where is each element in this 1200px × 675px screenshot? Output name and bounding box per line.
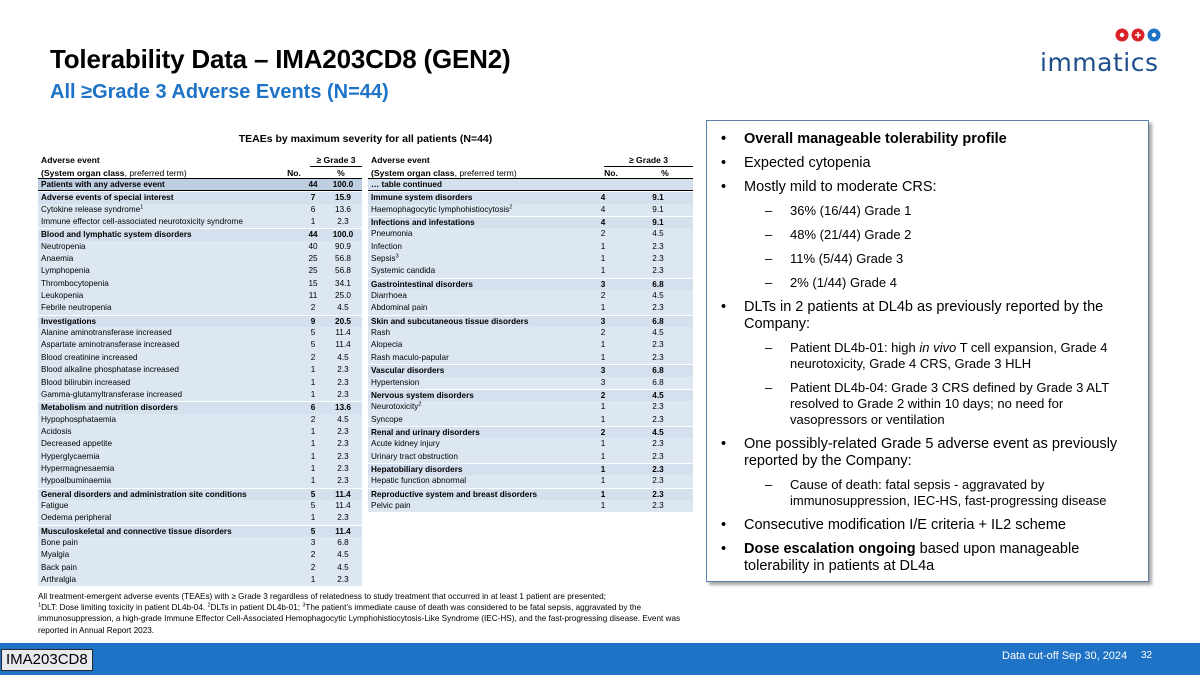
cell-event-name: Syncope <box>371 414 403 424</box>
table-header <box>38 152 362 179</box>
table-row <box>38 451 362 463</box>
cell-count: 1 <box>600 476 606 486</box>
cell-event-name: General disorders and administration site conditions <box>41 489 247 499</box>
cell-event-name: Pneumonia <box>371 229 413 239</box>
cell-percent: 2.3 <box>337 426 349 436</box>
table-row <box>38 414 362 426</box>
cell-event-name: Gastrointestinal disorders <box>371 279 473 289</box>
cell-count: 6 <box>310 403 316 413</box>
cell-count: 1 <box>310 463 316 473</box>
header-soc: (System organ class, preferred term) <box>371 168 517 178</box>
cell-percent: 13.6 <box>335 403 351 413</box>
cell-percent: 56.8 <box>335 254 351 264</box>
cell-percent: 25.0 <box>335 291 351 301</box>
cell-percent: 15.9 <box>335 193 351 203</box>
table-row <box>368 339 693 351</box>
cell-percent: 34.1 <box>335 278 351 288</box>
cell-count: 1 <box>310 217 316 227</box>
ae-table-left <box>38 152 362 586</box>
cell-percent: 2.3 <box>652 451 664 461</box>
page-subtitle: All ≥Grade 3 Adverse Events (N=44) <box>50 81 389 103</box>
cell-count: 2 <box>600 291 606 301</box>
bullet-grade5: • One possibly-related Grade 5 adverse event as previously reported by the Company: <box>717 436 1138 470</box>
cell-count: 1 <box>600 500 606 510</box>
cell-event-name: Sepsis$^3$ <box>371 253 399 264</box>
cell-count: 1 <box>600 352 606 362</box>
table-group-row <box>38 191 362 203</box>
cell-event-name: Skin and subcutaneous tissue disorders <box>371 316 529 326</box>
cell-event-name: Fatigue <box>41 500 69 510</box>
cell-percent: 2.3 <box>337 575 349 584</box>
cell-percent: 6.8 <box>652 366 664 376</box>
cell-percent <box>623 179 693 190</box>
sub-bullet-crs-grade4: – 2% (1/44) Grade 4 <box>717 275 1138 291</box>
cell-count: 2 <box>310 550 316 560</box>
cell-percent: 11.4 <box>335 328 351 338</box>
bullet-cytopenia: • Expected cytopenia <box>717 155 1138 172</box>
cell-percent: 2.3 <box>337 439 349 449</box>
cell-count: 6 <box>310 204 316 214</box>
cell-count: 1 <box>600 439 606 449</box>
cell-event-name: Febrile neutropenia <box>41 303 112 313</box>
bullet-dlts: • DLTs in 2 patients at DL4b as previously reported by the Company: <box>717 299 1138 333</box>
bullet-modification: • Consecutive modification I/E criteria + IL2 scheme <box>717 517 1138 534</box>
cell-percent: 2.3 <box>652 303 664 313</box>
bullet-tolerability: • Overall manageable tolerability profile <box>717 131 1138 148</box>
cell-event-name: Back pain <box>41 562 77 572</box>
table-row <box>368 290 693 302</box>
table-row <box>368 241 693 253</box>
sub-bullet-crs-grade1: – 36% (16/44) Grade 1 <box>717 203 1138 219</box>
table-row <box>38 562 362 574</box>
table-row <box>38 549 362 561</box>
cell-percent: 11.4 <box>335 526 351 536</box>
cell-count: 1 <box>600 340 606 350</box>
cell-percent: 4.5 <box>652 427 664 437</box>
cell-count: 11 <box>308 291 318 301</box>
cell-percent: 90.9 <box>335 241 351 251</box>
page-title: Tolerability Data – IMA203CD8 (GEN2) <box>50 44 511 74</box>
cell-event-name: Decreased appetite <box>41 439 113 449</box>
cell-count: 2 <box>600 328 606 338</box>
cell-count: 5 <box>310 340 316 350</box>
cell-percent: 2.3 <box>337 377 349 387</box>
cell-percent: 2.3 <box>337 476 349 486</box>
cell-count: 9 <box>310 316 316 326</box>
cell-count: 3 <box>600 279 606 289</box>
table-row <box>368 414 693 426</box>
cell-event-name: Vascular disorders <box>371 366 445 376</box>
cell-count: 2 <box>600 390 606 400</box>
cell-count: 3 <box>600 377 606 387</box>
header-grade: ≥ Grade 3 <box>310 154 362 167</box>
cell-event-name: Acute kidney injury <box>371 439 440 449</box>
cell-event-name: Cytokine release syndrome$^1$ <box>41 203 144 214</box>
sub-bullet-dl4b-04: – Patient DL4b-04: Grade 3 CRS defined by Grade 3 ALT resolved to Grade 2 within 10 days; no need for vasopressors or ventilation <box>717 380 1138 428</box>
cell-count: 1 <box>600 303 606 313</box>
cell-percent: 6.8 <box>652 316 664 326</box>
cell-count: 1 <box>310 439 316 449</box>
cell-percent: 4.5 <box>337 303 349 313</box>
cell-count: 5 <box>310 526 316 536</box>
cell-percent: 100.0 <box>332 180 354 189</box>
table-header <box>368 152 693 179</box>
cell-count: 40 <box>308 241 318 251</box>
cell-count: 1 <box>310 389 316 399</box>
cell-percent: 2.3 <box>337 365 349 375</box>
cell-count: 1 <box>600 241 606 251</box>
header-pct: % <box>337 168 345 178</box>
cell-percent: 2.3 <box>337 513 349 523</box>
table-row <box>38 377 362 389</box>
cell-event-name: Hepatobiliary disorders <box>371 464 463 474</box>
cell-count: 2 <box>310 414 316 424</box>
cell-percent: 9.1 <box>652 204 664 214</box>
cell-count: 2 <box>310 352 316 362</box>
cell-count: 1 <box>310 451 316 461</box>
table-body-left <box>38 179 362 586</box>
cell-event-name: Gamma-glutamyltransferase increased <box>41 389 183 399</box>
cell-event-name: Blood alkaline phosphatase increased <box>41 365 179 375</box>
cell-event-name: Infections and infestations <box>371 218 475 228</box>
cell-event-name: Investigations <box>41 316 97 326</box>
cell-percent: 6.8 <box>652 377 664 387</box>
cell-percent: 2.3 <box>652 476 664 486</box>
cell-event-name: Urinary tract obstruction <box>371 451 458 461</box>
cell-percent: 2.3 <box>337 217 349 227</box>
table-group-row <box>368 364 693 376</box>
cell-percent: 2.3 <box>652 489 664 499</box>
cell-event-name: Neurotoxicity$^2$ <box>371 401 422 412</box>
cell-percent: 2.3 <box>652 402 664 412</box>
cell-percent: 2.3 <box>652 439 664 449</box>
table-row <box>38 500 362 512</box>
cell-percent: 2.3 <box>652 340 664 350</box>
cell-count: 1 <box>310 365 316 375</box>
cell-percent: 56.8 <box>335 266 351 276</box>
cell-event-name: Patients with any adverse event <box>41 180 165 189</box>
table-group-row <box>38 401 362 413</box>
cell-event-name: Haemophagocytic lymphohistiocytosis$^2$ <box>371 203 513 214</box>
cell-percent: 9.1 <box>652 193 664 203</box>
table-row <box>368 352 693 364</box>
cell-count: 5 <box>310 328 316 338</box>
table-group-row <box>368 216 693 228</box>
cell-event-name: Leukopenia <box>41 291 84 301</box>
cell-count: 2 <box>310 562 316 572</box>
cell-percent: 2.3 <box>652 241 664 251</box>
cell-percent: 4.5 <box>337 550 349 560</box>
table-row <box>38 574 362 586</box>
table-row <box>38 265 362 277</box>
cell-percent: 9.1 <box>652 218 664 228</box>
bullet-dose-escalation: • Dose escalation ongoing based upon manageable tolerability in patients at DL4a <box>717 541 1138 575</box>
cell-count: 1 <box>310 476 316 486</box>
cell-percent: 4.5 <box>652 390 664 400</box>
cell-count: 7 <box>310 193 316 203</box>
logo-dots-icon <box>1113 24 1163 46</box>
table-row <box>368 438 693 450</box>
cell-percent: 20.5 <box>335 316 351 326</box>
cell-count: 4 <box>600 204 606 214</box>
cell-event-name: Blood and lymphatic system disorders <box>41 230 192 240</box>
table-group-row <box>368 463 693 475</box>
table-row <box>368 451 693 463</box>
cell-event-name: Anaemia <box>41 254 74 264</box>
cell-event-name: Infection <box>371 241 402 251</box>
cell-percent: 2.3 <box>337 451 349 461</box>
table-row <box>38 475 362 487</box>
cell-count: 1 <box>600 489 606 499</box>
cell-count: 1 <box>310 426 316 436</box>
table-group-row <box>38 315 362 327</box>
cell-event-name: Adverse events of special interest <box>41 193 174 203</box>
bullet-crs: • Mostly mild to moderate CRS: <box>717 179 1138 196</box>
table-row <box>368 265 693 277</box>
cell-event-name: Alopecia <box>371 340 403 350</box>
cell-count <box>583 179 623 190</box>
cell-event-name: Hypophosphataemia <box>41 414 117 424</box>
cell-percent: 2.3 <box>652 414 664 424</box>
cell-count: 25 <box>308 254 318 264</box>
cell-event-name: Renal and urinary disorders <box>371 427 480 437</box>
cell-event-name: Hyperglycaemia <box>41 451 100 461</box>
table-group-row <box>368 278 693 290</box>
table-row <box>38 512 362 524</box>
logo-wordmark: immatics <box>1040 48 1159 77</box>
page-number: 32 <box>1141 650 1153 661</box>
ae-table-right <box>368 152 693 512</box>
cell-event-name: Bone pain <box>41 537 78 547</box>
cell-count: 1 <box>600 266 606 276</box>
cell-event-name: Lymphopenia <box>41 266 90 276</box>
cell-event-name: Hepatic function abnormal <box>371 476 467 486</box>
cell-event-name: Nervous system disorders <box>371 390 474 400</box>
cell-event-name: Neutropenia <box>41 241 86 251</box>
cell-event-name: Myalgia <box>41 550 70 560</box>
table-total-row <box>38 179 362 191</box>
cell-percent: 2.3 <box>652 266 664 276</box>
cell-percent: 11.4 <box>335 340 351 350</box>
footnote: All treatment-emergent adverse events (TEAEs) with ≥ Grade 3 regardless of relatedness to study treatment that occurred in at least 1 patient are presented; $^1$DLT: Dose limiting toxicity in patient DL4b-04. $^2$DLTs in patient DL4b-01; $^3$The patient’s immediate cause of death was considered to be fatal sepsis, aggravated by the immunosuppression, a high-grade Immune Effector Cell-Associated Hemophagocytic Lymphohistiocytosis-Like Syndrome (IEC-HS), and the fast-progressing disease. Event was reported in Annual Report 2023. <box>38 592 681 635</box>
table-row <box>38 537 362 549</box>
cell-percent: 4.5 <box>337 414 349 424</box>
cell-percent: 4.5 <box>652 229 664 239</box>
cell-event-name: Abdominal pain <box>371 303 428 313</box>
cell-event-name: Thrombocytopenia <box>41 278 109 288</box>
cell-event-name: Blood creatinine increased <box>41 352 138 362</box>
cell-event-name: Oedema peripheral <box>41 513 112 523</box>
table-row <box>38 302 362 314</box>
cell-percent: 100.0 <box>332 230 354 240</box>
table-group-row <box>368 389 693 401</box>
table-row <box>38 204 362 216</box>
table-row <box>368 302 693 314</box>
table-row <box>368 401 693 413</box>
cell-count: 5 <box>310 500 316 510</box>
cell-event-name: Hypermagnesaemia <box>41 463 115 473</box>
cell-percent: 2.3 <box>652 464 664 474</box>
cell-count: 1 <box>310 575 316 584</box>
cell-count: 1 <box>600 254 606 264</box>
cell-count: 15 <box>308 278 318 288</box>
cell-count: 25 <box>308 266 318 276</box>
footer-data-cutoff: Data cut-off Sep 30, 2024 <box>1002 650 1128 662</box>
table-row <box>38 290 362 302</box>
cell-percent: 2.3 <box>337 389 349 399</box>
table-row <box>368 253 693 265</box>
table-row <box>38 253 362 265</box>
cell-count: 2 <box>600 229 606 239</box>
cell-event-name: Rash <box>371 328 391 338</box>
table-group-row <box>368 315 693 327</box>
cell-count: 4 <box>600 193 606 203</box>
cell-event-name: Acidosis <box>41 426 72 436</box>
cell-count: 5 <box>310 489 316 499</box>
cell-count: 3 <box>310 537 316 547</box>
cell-count: 1 <box>600 451 606 461</box>
cell-count: 2 <box>600 427 606 437</box>
company-logo <box>1040 22 1165 77</box>
table-row <box>38 426 362 438</box>
cell-percent: 11.4 <box>335 500 351 510</box>
cell-count: 3 <box>600 316 606 326</box>
table-row <box>38 216 362 228</box>
cell-event-name: Hypertension <box>371 377 420 387</box>
cell-percent: 4.5 <box>337 562 349 572</box>
table-row <box>368 475 693 487</box>
cell-event-name: Rash maculo-papular <box>371 352 449 362</box>
cell-count: 44 <box>308 180 318 189</box>
sub-bullet-crs-grade2: – 48% (21/44) Grade 2 <box>717 227 1138 243</box>
cell-percent: 6.8 <box>337 537 349 547</box>
header-adverse-event: Adverse event <box>371 155 430 165</box>
header-no: No. <box>287 168 301 178</box>
table-row <box>38 278 362 290</box>
cell-count: 2 <box>310 303 316 313</box>
header-grade: ≥ Grade 3 <box>604 154 693 167</box>
cell-count: 1 <box>310 513 316 523</box>
cell-event-name: Arthralgia <box>41 575 77 584</box>
cell-count: 4 <box>600 218 606 228</box>
cell-percent: 2.3 <box>652 500 664 510</box>
table-row <box>368 377 693 389</box>
table-row <box>38 364 362 376</box>
cell-event-name: Pelvic pain <box>371 500 411 510</box>
table-row <box>38 438 362 450</box>
table-row <box>38 389 362 401</box>
table-row <box>368 500 693 512</box>
cell-count: 1 <box>600 414 606 424</box>
cell-percent: 2.3 <box>337 463 349 473</box>
sub-bullet-dl4b-01: – Patient DL4b-01: high in vivo T cell expansion, Grade 4 neurotoxicity, Grade 4 CRS, Grade 3 HLH <box>717 340 1138 372</box>
cell-percent: 13.6 <box>335 204 351 214</box>
table-row <box>368 204 693 216</box>
cell-percent: 2.3 <box>652 254 664 264</box>
header-no: No. <box>604 168 618 178</box>
table-group-row <box>38 488 362 500</box>
cell-percent: 4.5 <box>337 352 349 362</box>
table-group-row <box>368 191 693 203</box>
cell-percent: 4.5 <box>652 328 664 338</box>
table-row <box>38 327 362 339</box>
cell-event-name: Metabolism and nutrition disorders <box>41 403 178 413</box>
cell-percent: 6.8 <box>652 279 664 289</box>
cell-event-name: Alanine aminotransferase increased <box>41 328 172 338</box>
sub-bullet-crs-grade3: – 11% (5/44) Grade 3 <box>717 251 1138 267</box>
table-heading: TEAEs by maximum severity for all patients (N=44) <box>238 133 493 145</box>
header-adverse-event: Adverse event <box>41 155 100 165</box>
cell-percent: 11.4 <box>335 489 351 499</box>
cell-event-name: Systemic candida <box>371 266 436 276</box>
cell-percent: 4.5 <box>652 291 664 301</box>
cell-percent: 2.3 <box>652 352 664 362</box>
sub-bullet-cause-of-death: – Cause of death: fatal sepsis - aggravated by immunosuppression, IEC-HS, fast-progressing disease <box>717 477 1138 509</box>
header-pct: % <box>661 168 669 178</box>
table-row <box>38 352 362 364</box>
cell-event-name: Musculoskeletal and connective tissue disorders <box>41 526 232 536</box>
cell-count: 44 <box>308 230 318 240</box>
cell-event-name: Hypoalbuminaemia <box>41 476 112 486</box>
table-row <box>368 327 693 339</box>
table-row <box>38 463 362 475</box>
cell-count: 1 <box>600 464 606 474</box>
table-body-right <box>368 179 693 512</box>
table-group-row <box>368 426 693 438</box>
footer-study-label: IMA203CD8 <box>1 649 93 671</box>
cell-event-name: Aspartate aminotransferase increased <box>41 340 180 350</box>
cell-event-name: Blood bilirubin increased <box>41 377 131 387</box>
cell-event-name: Reproductive system and breast disorders <box>371 489 538 499</box>
table-row <box>38 339 362 351</box>
key-findings-box <box>706 120 1149 582</box>
cell-count: 1 <box>600 402 606 412</box>
cell-event-name: Immune system disorders <box>371 193 473 203</box>
header-soc: (System organ class, preferred term) <box>41 168 187 178</box>
table-group-row <box>38 228 362 240</box>
table-continued-row <box>368 179 693 191</box>
table-group-row <box>368 488 693 500</box>
table-row <box>38 241 362 253</box>
table-row <box>368 228 693 240</box>
cell-count: 3 <box>600 366 606 376</box>
table-group-row <box>38 525 362 537</box>
cell-event-name: Immune effector cell-associated neurotoxicity syndrome <box>41 217 243 227</box>
cell-event-name: … table continued <box>371 180 442 189</box>
cell-event-name: Diarrhoea <box>371 291 407 301</box>
cell-count: 1 <box>310 377 316 387</box>
